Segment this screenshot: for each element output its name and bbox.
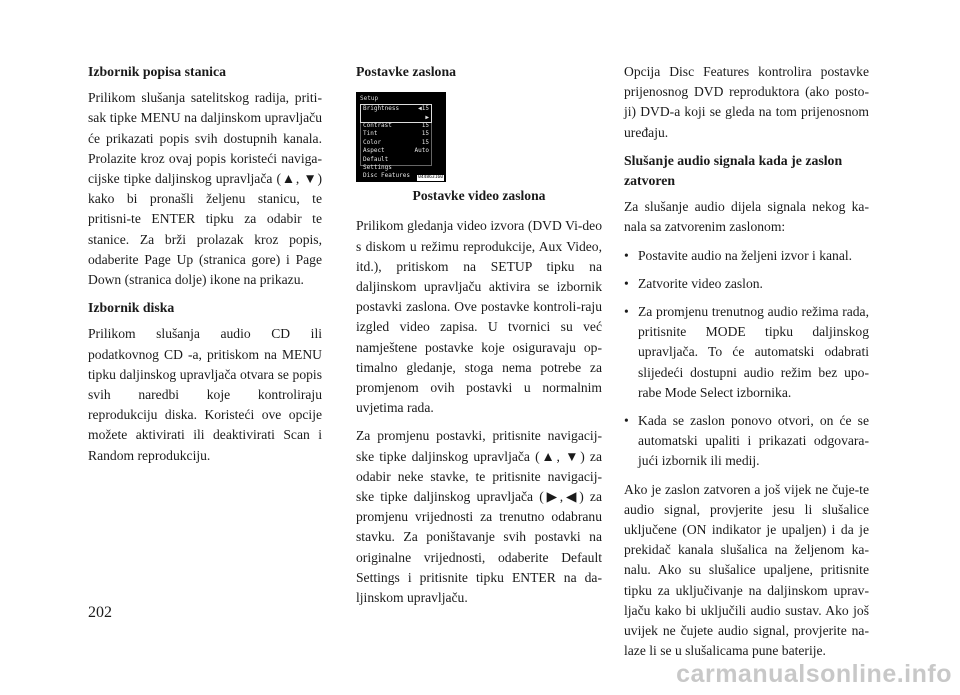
- setup-row-contrast: [361, 122, 431, 130]
- disc-features-paragraph: Opcija Disc Features kontrolira postavke prijenosnog DVD reproduktora (ako posto-ji) DVD-a koji se gleda na tom prijenosnom uređaju.: [624, 64, 869, 140]
- station-list-heading: Izbornik popisa stanica: [88, 64, 227, 79]
- setup-row-value: ◀15 ▶: [418, 105, 429, 121]
- setup-row-label: Aspect: [363, 147, 385, 155]
- bullet-text: Za promjenu trenutnog audio režima rada, pritisnite MODE tipku daljinskog upravljača. To će automatski odabrati slijedeći dostupni audio režim bez upo-rabe Mode Select izbornika.: [638, 304, 869, 400]
- audio-closed-screen-heading: Slušanje audio signala kada je zaslon zatvoren: [624, 152, 843, 189]
- setup-row-label: Brightness: [363, 105, 400, 113]
- setup-row-value: 15: [421, 122, 429, 130]
- bullet-item: [624, 274, 869, 294]
- setup-menu-screenshot: [356, 92, 446, 182]
- setup-row-value: 15: [421, 138, 429, 146]
- right-column: [624, 62, 869, 669]
- page-number: 202: [88, 604, 112, 621]
- bullet-icon: •: [624, 275, 629, 291]
- troubleshoot-paragraph: Ako je zaslon zatvoren a još vijek ne čuje-te audio signal, provjerite jesu li slušalice uključene (ON indikator je upaljen) i da je prekidač kanala slušalica na željenom ka-nalu. Ako su slušalice upaljene, pritisnite tipku za uključivanje na daljinskom uprav-ljaču kako bi uključili audio sustav. Ako još uvijek ne čujete audio signal, provjerite na-laze li se u slušalicama pune baterije.: [624, 481, 869, 659]
- setup-row-label: Disc Features: [363, 172, 410, 180]
- screenshot-caption: Postavke video zaslona: [412, 188, 546, 204]
- watermark: carmanualsonline.info: [676, 660, 952, 688]
- bullet-icon: •: [624, 247, 629, 263]
- station-list-paragraph: Prilikom slušanja satelitskog radija, priti-sak tipke MENU na daljinskom upravljaču će prikazati popis svih dostupnih kanala. Prolazite kroz ovaj popis koristeći naviga-cijske tipke daljinskog upravljača (▲, ▼) kako bi pronašli željenu stanicu, te pritisni-te ENTER tipku za odabir te stanice. Za brži prolazak kroz popis, odaberite Page Up (stranica gore) i Page Down (stranica dolje) ikone na prikazu.: [88, 90, 322, 288]
- bullet-icon: •: [624, 304, 629, 320]
- setup-row-value: [411, 156, 429, 173]
- bullet-item: [624, 302, 869, 403]
- display-settings-paragraph: Prilikom gledanja video izvora (DVD Vi-deo s diskom u režimu reprodukcije, Aux Video, itd.), pritiskom na SETUP tipku na daljinskom upravljaču aktivira se izbornik postavki zaslona. Ove postavke kontroli-raju izgled video zapisa. U tvornici su već namještene postavke koje osiguravaju op-timalno gledanje, stoga nema potrebe za promjenom ovih postavki u normalnim uvjetima rada.: [356, 218, 602, 416]
- setup-row-label: Color: [363, 138, 382, 146]
- setup-menu-title: Setup: [360, 95, 379, 103]
- disc-menu-paragraph: Prilikom slušanja audio CD ili podatkovnog CD -a, pritiskom na MENU tipku daljinskog upravljača otvara se popis svih naredbi koje kontroliraju reprodukciju diska. Koristeći ove opcije možete aktivirati ili deaktivirati Scan i Random reprodukciju.: [88, 326, 322, 463]
- setup-row-value: 15: [421, 130, 429, 138]
- setup-row-label: Contrast: [363, 122, 392, 130]
- setup-row-default-settings: [361, 156, 431, 173]
- setup-row-value: Auto: [414, 147, 429, 155]
- bullet-icon: •: [624, 413, 629, 429]
- setup-row-brightness: [361, 105, 431, 122]
- disc-menu-heading: Izbornik diska: [88, 300, 175, 316]
- setup-row-tint: [361, 130, 431, 138]
- screenshot-code: 044863160: [418, 175, 443, 181]
- setup-row-color: [361, 139, 431, 147]
- bullet-text: Postavite audio na željeni izvor i kanal.: [638, 247, 853, 263]
- display-settings-heading: Postavke zaslona: [356, 64, 457, 79]
- bullet-text: Kada se zaslon ponovo otvori, on će se automatski upaliti i prikazati odgovara-jući izbornik ili medij.: [638, 413, 869, 469]
- bullet-item: [624, 411, 869, 472]
- change-settings-paragraph: Za promjenu postavki, pritisnite navigacij-ske tipke daljinskog upravljača (▲, ▼) za odabir neke stavke, te pritisnite navigacij-ske tipke daljinskog upravljača (▶,◀) za promjenu vrijednosti za trenutno odabranu stavku. Za poništavanje svih postavki na originalne vrijednosti, odaberite Default Settings i pritisnite tipku ENTER na da-ljinskom upravljaču.: [356, 428, 602, 606]
- audio-intro-paragraph: Za slušanje audio dijela signala nekog ka-nala sa zatvorenim zaslonom:: [624, 199, 869, 235]
- left-column: [88, 62, 322, 474]
- setup-menu-list: [360, 104, 432, 180]
- middle-column: [356, 62, 602, 616]
- bullet-item: [624, 246, 869, 266]
- setup-row-aspect: [361, 147, 431, 155]
- setup-row-label: Default Settings: [363, 155, 392, 172]
- bullet-text: Zatvorite video zaslon.: [638, 275, 763, 291]
- setup-row-label: Tint: [363, 130, 378, 138]
